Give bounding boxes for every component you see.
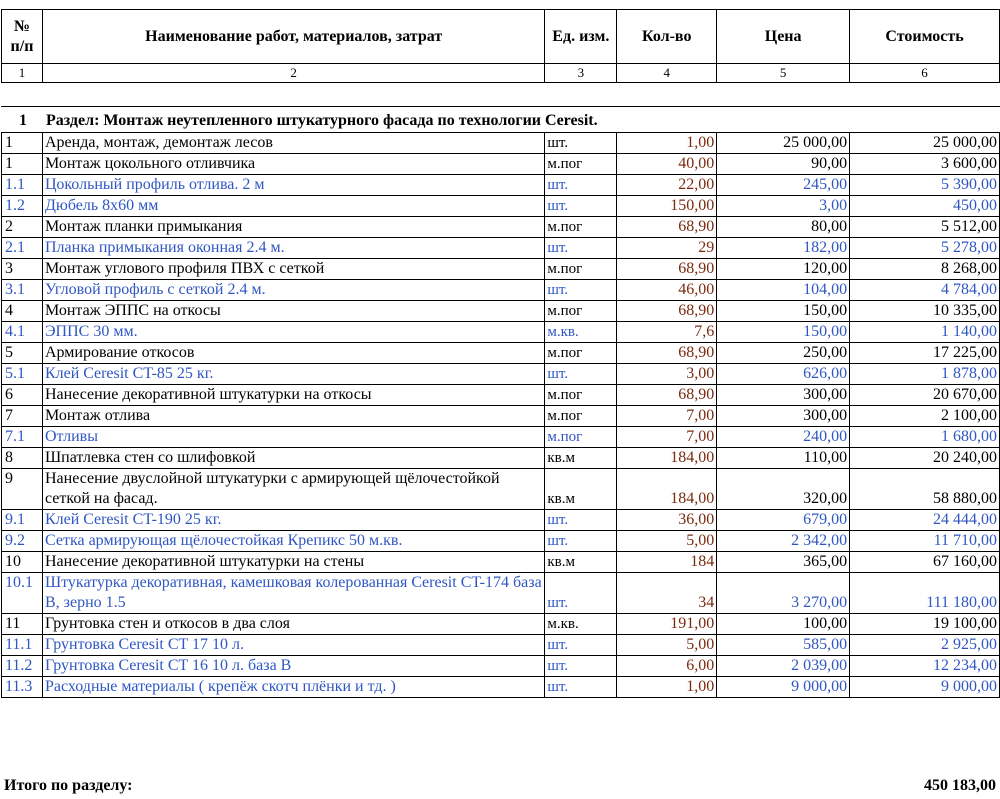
row-price: 110,00 <box>717 448 850 469</box>
row-quantity: 191,00 <box>617 614 717 635</box>
row-name: Отливы <box>42 427 544 448</box>
row-quantity: 68,90 <box>617 385 717 406</box>
row-name: Нанесение декоративной штукатурки на стены <box>42 552 544 573</box>
col-index: 6 <box>850 64 1000 83</box>
row-name: Армирование откосов <box>42 343 544 364</box>
row-number: 11.3 <box>2 677 43 698</box>
row-price: 182,00 <box>717 238 850 259</box>
row-cost: 1 140,00 <box>850 322 1000 343</box>
row-number: 1 <box>2 133 43 154</box>
row-number: 10.1 <box>2 573 43 614</box>
row-unit: м.кв. <box>545 322 617 343</box>
row-name: ЭППС 30 мм. <box>42 322 544 343</box>
row-cost: 8 268,00 <box>850 259 1000 280</box>
row-quantity: 34 <box>617 573 717 614</box>
work-row <box>2 552 1000 573</box>
row-number: 11 <box>2 614 43 635</box>
row-price: 3 270,00 <box>717 573 850 614</box>
work-row <box>2 217 1000 238</box>
row-name: Угловой профиль с сеткой 2.4 м. <box>42 280 544 301</box>
row-cost: 5 278,00 <box>850 238 1000 259</box>
row-quantity: 68,90 <box>617 301 717 322</box>
row-unit: м.пог <box>545 343 617 364</box>
row-quantity: 68,90 <box>617 217 717 238</box>
row-number: 6 <box>2 385 43 406</box>
row-cost: 3 600,00 <box>850 154 1000 175</box>
row-price: 245,00 <box>717 175 850 196</box>
row-quantity: 29 <box>617 238 717 259</box>
row-unit: шт. <box>545 196 617 217</box>
row-quantity: 7,00 <box>617 406 717 427</box>
row-name: Расходные материалы ( крепёж скотч плёнки и тд. ) <box>42 677 544 698</box>
divider <box>1 106 1000 107</box>
row-name: Монтаж ЭППС на откосы <box>42 301 544 322</box>
row-quantity: 22,00 <box>617 175 717 196</box>
row-cost: 111 180,00 <box>850 573 1000 614</box>
row-cost: 9 000,00 <box>850 677 1000 698</box>
row-unit: шт. <box>545 531 617 552</box>
row-number: 5.1 <box>2 364 43 385</box>
row-cost: 20 240,00 <box>850 448 1000 469</box>
row-cost: 58 880,00 <box>850 469 1000 510</box>
row-price: 150,00 <box>717 301 850 322</box>
row-price: 2 342,00 <box>717 531 850 552</box>
row-quantity: 36,00 <box>617 510 717 531</box>
row-number: 7.1 <box>2 427 43 448</box>
material-row <box>2 238 1000 259</box>
row-cost: 19 100,00 <box>850 614 1000 635</box>
row-price: 120,00 <box>717 259 850 280</box>
section-total-label: Итого по разделу: <box>4 777 133 794</box>
row-number: 1 <box>2 154 43 175</box>
row-cost: 24 444,00 <box>850 510 1000 531</box>
row-unit: шт. <box>545 635 617 656</box>
row-quantity: 3,00 <box>617 364 717 385</box>
row-quantity: 7,6 <box>617 322 717 343</box>
row-number: 8 <box>2 448 43 469</box>
row-price: 100,00 <box>717 614 850 635</box>
row-unit: м.пог <box>545 406 617 427</box>
row-quantity: 40,00 <box>617 154 717 175</box>
section-title <box>19 112 598 130</box>
row-quantity: 184 <box>617 552 717 573</box>
row-quantity: 68,90 <box>617 259 717 280</box>
material-row <box>2 656 1000 677</box>
row-cost: 1 878,00 <box>850 364 1000 385</box>
col-index: 2 <box>42 64 544 83</box>
row-unit: кв.м <box>545 469 617 510</box>
row-unit: шт. <box>545 133 617 154</box>
row-number: 9.2 <box>2 531 43 552</box>
row-price: 585,00 <box>717 635 850 656</box>
row-name: Грунтовка Ceresit CT 16 10 л. база В <box>42 656 544 677</box>
row-quantity: 1,00 <box>617 133 717 154</box>
material-row <box>2 280 1000 301</box>
work-row <box>2 343 1000 364</box>
col-header-num <box>2 10 43 64</box>
row-cost: 11 710,00 <box>850 531 1000 552</box>
row-price: 320,00 <box>717 469 850 510</box>
row-number: 1.2 <box>2 196 43 217</box>
row-price: 365,00 <box>717 552 850 573</box>
row-unit: м.пог <box>545 154 617 175</box>
section-title-text: Раздел: Монтаж неутепленного штукатурного фасада по технологии Ceresit. <box>46 112 598 129</box>
row-quantity: 1,00 <box>617 677 717 698</box>
work-row <box>2 154 1000 175</box>
col-header-qty: Кол-во <box>617 10 717 64</box>
row-price: 3,00 <box>717 196 850 217</box>
row-unit: шт. <box>545 656 617 677</box>
row-price: 80,00 <box>717 217 850 238</box>
section-number: 1 <box>19 112 27 129</box>
material-row <box>2 175 1000 196</box>
header-table <box>1 9 1000 83</box>
row-unit: шт. <box>545 573 617 614</box>
row-number: 4.1 <box>2 322 43 343</box>
row-price: 90,00 <box>717 154 850 175</box>
work-row <box>2 448 1000 469</box>
row-cost: 5 512,00 <box>850 217 1000 238</box>
row-price: 626,00 <box>717 364 850 385</box>
row-cost: 17 225,00 <box>850 343 1000 364</box>
row-unit: м.кв. <box>545 614 617 635</box>
material-row <box>2 510 1000 531</box>
row-name: Шпатлевка стен со шлифовкой <box>42 448 544 469</box>
row-price: 2 039,00 <box>717 656 850 677</box>
row-unit: шт. <box>545 677 617 698</box>
row-cost: 25 000,00 <box>850 133 1000 154</box>
row-price: 250,00 <box>717 343 850 364</box>
row-cost: 67 160,00 <box>850 552 1000 573</box>
row-quantity: 184,00 <box>617 469 717 510</box>
material-row <box>2 196 1000 217</box>
row-number: 7 <box>2 406 43 427</box>
row-cost: 450,00 <box>850 196 1000 217</box>
row-name: Нанесение двуслойной штукатурки с армирующей щёлочестойкой сеткой на фасад. <box>42 469 544 510</box>
material-row <box>2 427 1000 448</box>
row-unit: шт. <box>545 364 617 385</box>
row-cost: 20 670,00 <box>850 385 1000 406</box>
row-number: 5 <box>2 343 43 364</box>
row-unit: м.пог <box>545 427 617 448</box>
row-unit: кв.м <box>545 552 617 573</box>
row-quantity: 150,00 <box>617 196 717 217</box>
row-name: Планка примыкания оконная 2.4 м. <box>42 238 544 259</box>
row-quantity: 6,00 <box>617 656 717 677</box>
col-index: 4 <box>617 64 717 83</box>
row-number: 1.1 <box>2 175 43 196</box>
work-row <box>2 469 1000 510</box>
row-unit: м.пог <box>545 301 617 322</box>
work-row <box>2 301 1000 322</box>
material-row <box>2 635 1000 656</box>
col-index: 1 <box>2 64 43 83</box>
row-number: 11.2 <box>2 656 43 677</box>
row-unit: шт. <box>545 175 617 196</box>
work-row <box>2 133 1000 154</box>
row-price: 104,00 <box>717 280 850 301</box>
row-name: Монтаж планки примыкания <box>42 217 544 238</box>
row-cost: 1 680,00 <box>850 427 1000 448</box>
row-unit: м.пог <box>545 385 617 406</box>
col-header-num-label: № п/п <box>10 17 34 55</box>
row-name: Нанесение декоративной штукатурки на откосы <box>42 385 544 406</box>
row-price: 240,00 <box>717 427 850 448</box>
material-row <box>2 364 1000 385</box>
estimate-table <box>1 132 1000 698</box>
row-number: 11.1 <box>2 635 43 656</box>
row-number: 9.1 <box>2 510 43 531</box>
col-header-unit: Ед. изм. <box>545 10 617 64</box>
row-quantity: 5,00 <box>617 635 717 656</box>
row-number: 10 <box>2 552 43 573</box>
material-row <box>2 531 1000 552</box>
row-quantity: 46,00 <box>617 280 717 301</box>
work-row <box>2 614 1000 635</box>
row-name: Клей Ceresit CT-190 25 кг. <box>42 510 544 531</box>
col-header-name: Наименование работ, материалов, затрат <box>42 10 544 64</box>
row-name: Грунтовка стен и откосов в два слоя <box>42 614 544 635</box>
material-row <box>2 677 1000 698</box>
row-cost: 2 925,00 <box>850 635 1000 656</box>
row-cost: 10 335,00 <box>850 301 1000 322</box>
row-unit: м.пог <box>545 217 617 238</box>
row-name: Грунтовка Ceresit CT 17 10 л. <box>42 635 544 656</box>
row-number: 3.1 <box>2 280 43 301</box>
row-quantity: 68,90 <box>617 343 717 364</box>
row-number: 3 <box>2 259 43 280</box>
work-row <box>2 259 1000 280</box>
work-row <box>2 406 1000 427</box>
row-price: 9 000,00 <box>717 677 850 698</box>
row-unit: шт. <box>545 510 617 531</box>
row-unit: шт. <box>545 238 617 259</box>
row-name: Монтаж углового профиля ПВХ с сеткой <box>42 259 544 280</box>
row-unit: м.пог <box>545 259 617 280</box>
col-index: 5 <box>717 64 850 83</box>
row-name: Цокольный профиль отлива. 2 м <box>42 175 544 196</box>
row-cost: 5 390,00 <box>850 175 1000 196</box>
row-number: 2.1 <box>2 238 43 259</box>
col-header-cost: Стоимость <box>850 10 1000 64</box>
row-quantity: 7,00 <box>617 427 717 448</box>
row-name: Монтаж отлива <box>42 406 544 427</box>
col-index: 3 <box>545 64 617 83</box>
material-row <box>2 322 1000 343</box>
row-unit: кв.м <box>545 448 617 469</box>
row-name: Аренда, монтаж, демонтаж лесов <box>42 133 544 154</box>
col-header-price: Цена <box>717 10 850 64</box>
row-price: 25 000,00 <box>717 133 850 154</box>
row-quantity: 184,00 <box>617 448 717 469</box>
row-cost: 4 784,00 <box>850 280 1000 301</box>
row-price: 150,00 <box>717 322 850 343</box>
row-price: 300,00 <box>717 406 850 427</box>
row-cost: 12 234,00 <box>850 656 1000 677</box>
row-number: 9 <box>2 469 43 510</box>
row-unit: шт. <box>545 280 617 301</box>
row-name: Дюбель 8х60 мм <box>42 196 544 217</box>
section-total-value: 450 183,00 <box>924 777 996 794</box>
row-price: 300,00 <box>717 385 850 406</box>
work-row <box>2 385 1000 406</box>
row-cost: 2 100,00 <box>850 406 1000 427</box>
row-number: 2 <box>2 217 43 238</box>
row-quantity: 5,00 <box>617 531 717 552</box>
row-name: Клей Ceresit CT-85 25 кг. <box>42 364 544 385</box>
row-name: Штукатурка декоративная, камешковая колерованная Ceresit CT-174 база В, зерно 1.5 <box>42 573 544 614</box>
row-number: 4 <box>2 301 43 322</box>
row-price: 679,00 <box>717 510 850 531</box>
material-row <box>2 573 1000 614</box>
row-name: Монтаж цокольного отливчика <box>42 154 544 175</box>
row-name: Сетка армирующая щёлочестойкая Крепикс 50 м.кв. <box>42 531 544 552</box>
